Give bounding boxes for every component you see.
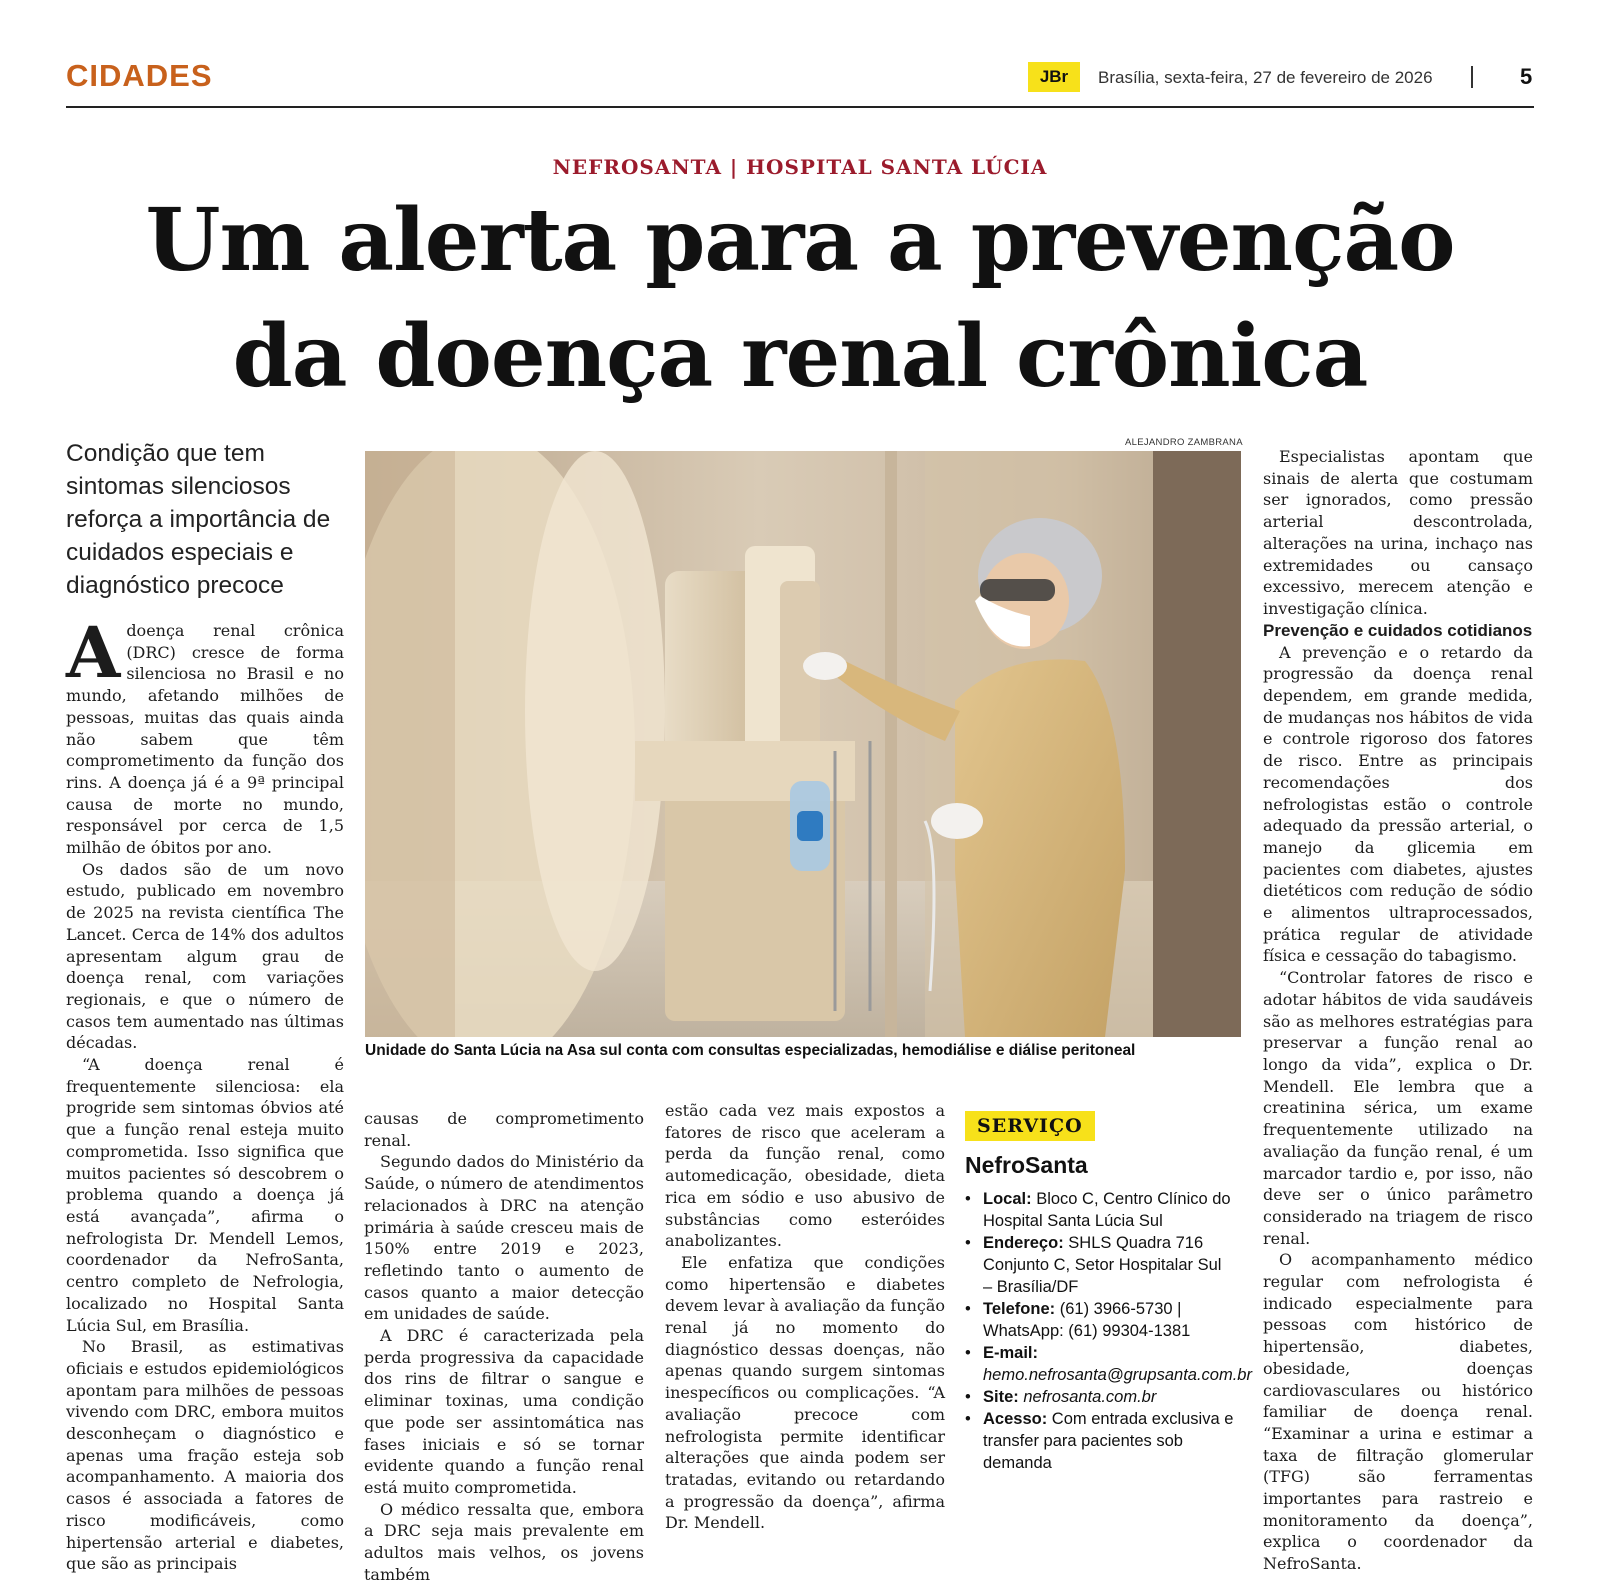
drop-cap: A <box>66 611 121 694</box>
header-rule <box>66 106 1534 108</box>
subheading: Prevenção e cuidados cotidianos <box>1263 620 1533 640</box>
service-item-local <box>965 1188 1235 1232</box>
paragraph: A prevenção e o retardo da progressão da doença renal dependem, em grande medida, de mudanças nos hábitos de vida e controle rigoroso dos fatores de risco. Entre as principais recomendações dos nefrologistas estão o controle adequado da pressão arterial, o manejo da glicemia em pacientes com diabetes, ajustes dietéticos com redução de sódio e alimentos ultraprocessados, prática regular de atividade física e cessação do tabagismo. <box>1263 642 1533 966</box>
deck: Condição que tem sintomas silenciosos reforça a importância de cuidados especiais e diagnóstico precoce <box>66 440 331 599</box>
hemodialysis-photo <box>365 451 1241 1037</box>
service-item-phone <box>965 1298 1235 1342</box>
service-item-key: Local: <box>983 1190 1032 1208</box>
headline-line-1: Um alerta para a prevenção <box>145 190 1455 291</box>
paragraph: O acompanhamento médico regular com nefrologista é indicado especialmente para pessoas com histórico de hipertensão, diabetes, obesidade, doenças cardiovasculares ou histórico familiar de doença renal. “Examinar a urina e estimar a taxa de filtração glomerular (TFG) são ferramentas importantes para rastreio e monitoramento da doença”, explica o coordenador da NefroSanta. <box>1263 1250 1533 1574</box>
paragraph: causas de comprometimento renal. <box>364 1109 644 1150</box>
service-site-link[interactable]: nefrosanta.com.br <box>1023 1388 1157 1406</box>
dateline: Brasília, sexta-feira, 27 de fevereiro de 2026 <box>1098 68 1433 87</box>
bullet-icon: • <box>965 1234 971 1252</box>
section-title: CIDADES <box>66 58 213 93</box>
service-item-value: (61) 3966-5730 | WhatsApp: (61) 99304-1381 <box>983 1300 1191 1340</box>
kicker: NEFROSANTA | HOSPITAL SANTA LÚCIA <box>552 155 1048 179</box>
service-item-key: Acesso: <box>983 1410 1048 1428</box>
service-item-site <box>965 1386 1235 1408</box>
article-column-1 <box>66 611 344 1575</box>
bullet-icon: • <box>965 1388 971 1406</box>
paragraph: O médico ressalta que, embora a DRC seja mais prevalente em adultos mais velhos, os jovens também <box>364 1499 644 1584</box>
service-item-key: Endereço: <box>983 1234 1064 1252</box>
service-item-value: SHLS Quadra 716 Conjunto C, Setor Hospitalar Sul – Brasília/DF <box>983 1234 1222 1296</box>
paragraph: No Brasil, as estimativas oficiais e estudos epidemiológicos apontam para milhões de pessoas vivendo com DRC, embora muitos desconheçam o diagnóstico e apenas uma fração esteja sob acompanhamento. A maioria dos casos é associada a fatores de risco modificáveis, como hipertensão arterial e diabetes, que são as principais <box>66 1337 344 1574</box>
service-item-value: Bloco C, Centro Clínico do Hospital Santa Lúcia Sul <box>983 1190 1231 1230</box>
service-label: SERVIÇO <box>965 1111 1095 1141</box>
bullet-icon: • <box>965 1410 971 1428</box>
service-item-value: Com entrada exclusiva e transfer para pacientes sob demanda <box>983 1410 1234 1472</box>
paragraph: Ele enfatiza que condições como hipertensão e diabetes devem levar à avaliação da função renal já no momento do diagnóstico dessas doenças, não apenas quando surgem sintomas inespecíficos ou complicações. “A avaliação precoce com nefrologista permite identificar alterações que ainda podem ser tratadas, evitando ou retardando a progressão da doença”, afirma Dr. Mendell. <box>665 1252 945 1533</box>
headline-line-2: da doença renal crônica <box>232 306 1368 407</box>
paragraph: “A doença renal é frequentemente silenciosa: ela progride sem sintomas óbvios até que a função renal esteja muito comprometida. Isso significa que muitos pacientes só descobrem o problema quando a doença já está avançada”, afirma o nefrologista Dr. Mendell Lemos, coordenador da NefroSanta, centro completo de Nefrologia, localizado no Hospital Santa Lúcia Sul, em Brasília. <box>66 1055 344 1335</box>
header-separator <box>1471 66 1473 88</box>
service-item-address <box>965 1232 1235 1298</box>
photo-credit: ALEJANDRO ZAMBRANA <box>1125 437 1243 448</box>
paragraph: Especialistas apontam que sinais de alerta que costumam ser ignorados, como pressão arterial descontrolada, alterações na urina, inchaço nas extremidades ou cansaço excessivo, merecem atenção e investigação clínica. <box>1263 447 1533 618</box>
paragraph: doença renal crônica (DRC) cresce de forma silenciosa no Brasil e no mundo, afetando milhões de pessoas, muitas das quais ainda não sabem que têm comprometimento da função dos rins. A doença já é a 9ª principal causa de morte no mundo, responsável por cerca de 1,5 milhão de óbitos por ano. <box>66 621 344 858</box>
service-item-access <box>965 1408 1235 1474</box>
paragraph: A DRC é caracterizada pela perda progressiva da capacidade dos rins de filtrar o sangue e eliminar toxinas, uma condição que pode ser assintomática nas fases iniciais e só se tornar evidente quando a função renal está muito comprometida. <box>364 1326 644 1497</box>
service-item-key: Telefone: <box>983 1300 1056 1318</box>
service-item-key: E-mail: <box>983 1344 1039 1362</box>
paragraph: Os dados são de um novo estudo, publicado em novembro de 2025 na revista científica The Lancet. Cerca de 14% dos adultos apresentam algum grau de doença renal, com variações regionais, e que o número de casos tem aumentado nas últimas décadas. <box>66 859 344 1053</box>
service-email-link[interactable]: hemo.nefrosanta@grupsanta.com.br <box>983 1366 1252 1384</box>
bullet-icon: • <box>965 1300 971 1318</box>
service-name: NefroSanta <box>965 1152 1088 1178</box>
bullet-icon: • <box>965 1344 971 1362</box>
page-number: 5 <box>1520 64 1533 89</box>
article-column-4 <box>1263 446 1533 1575</box>
service-info-list <box>965 1188 1252 1474</box>
article-column-2 <box>364 1108 644 1585</box>
paragraph: Segundo dados do Ministério da Saúde, o número de atendimentos relacionados à DRC na atenção primária à saúde cresceu mais de 150% entre 2019 e 2023, refletindo tanto o aumento de casos quanto a maior detecção em unidades de saúde. <box>364 1152 644 1324</box>
article-column-3 <box>665 1100 945 1534</box>
service-item-key: Site: <box>983 1388 1019 1406</box>
paragraph: “Controlar fatores de risco e adotar hábitos de vida saudáveis são as melhores estratégias para preservar a função renal ao longo da vida”, explica o Dr. Mendell. Ele lembra que a creatinina sérica, um exame frequentemente utilizado na avaliação da função renal, é um marcador tardio e, por isso, não deve ser o único parâmetro considerado na triagem de risco renal. <box>1263 968 1533 1248</box>
bullet-icon: • <box>965 1190 971 1208</box>
jbr-logo: JBr <box>1028 62 1080 92</box>
service-item-email <box>965 1342 1252 1386</box>
paragraph: estão cada vez mais expostos a fatores de risco que aceleram a perda da função renal, como automedicação, obesidade, dieta rica em sódio e uso abusivo de substâncias como esteróides anabolizantes. <box>665 1101 945 1251</box>
photo-caption: Unidade do Santa Lúcia na Asa sul conta com consultas especializadas, hemodiálise e diálise peritoneal <box>365 1042 1136 1059</box>
